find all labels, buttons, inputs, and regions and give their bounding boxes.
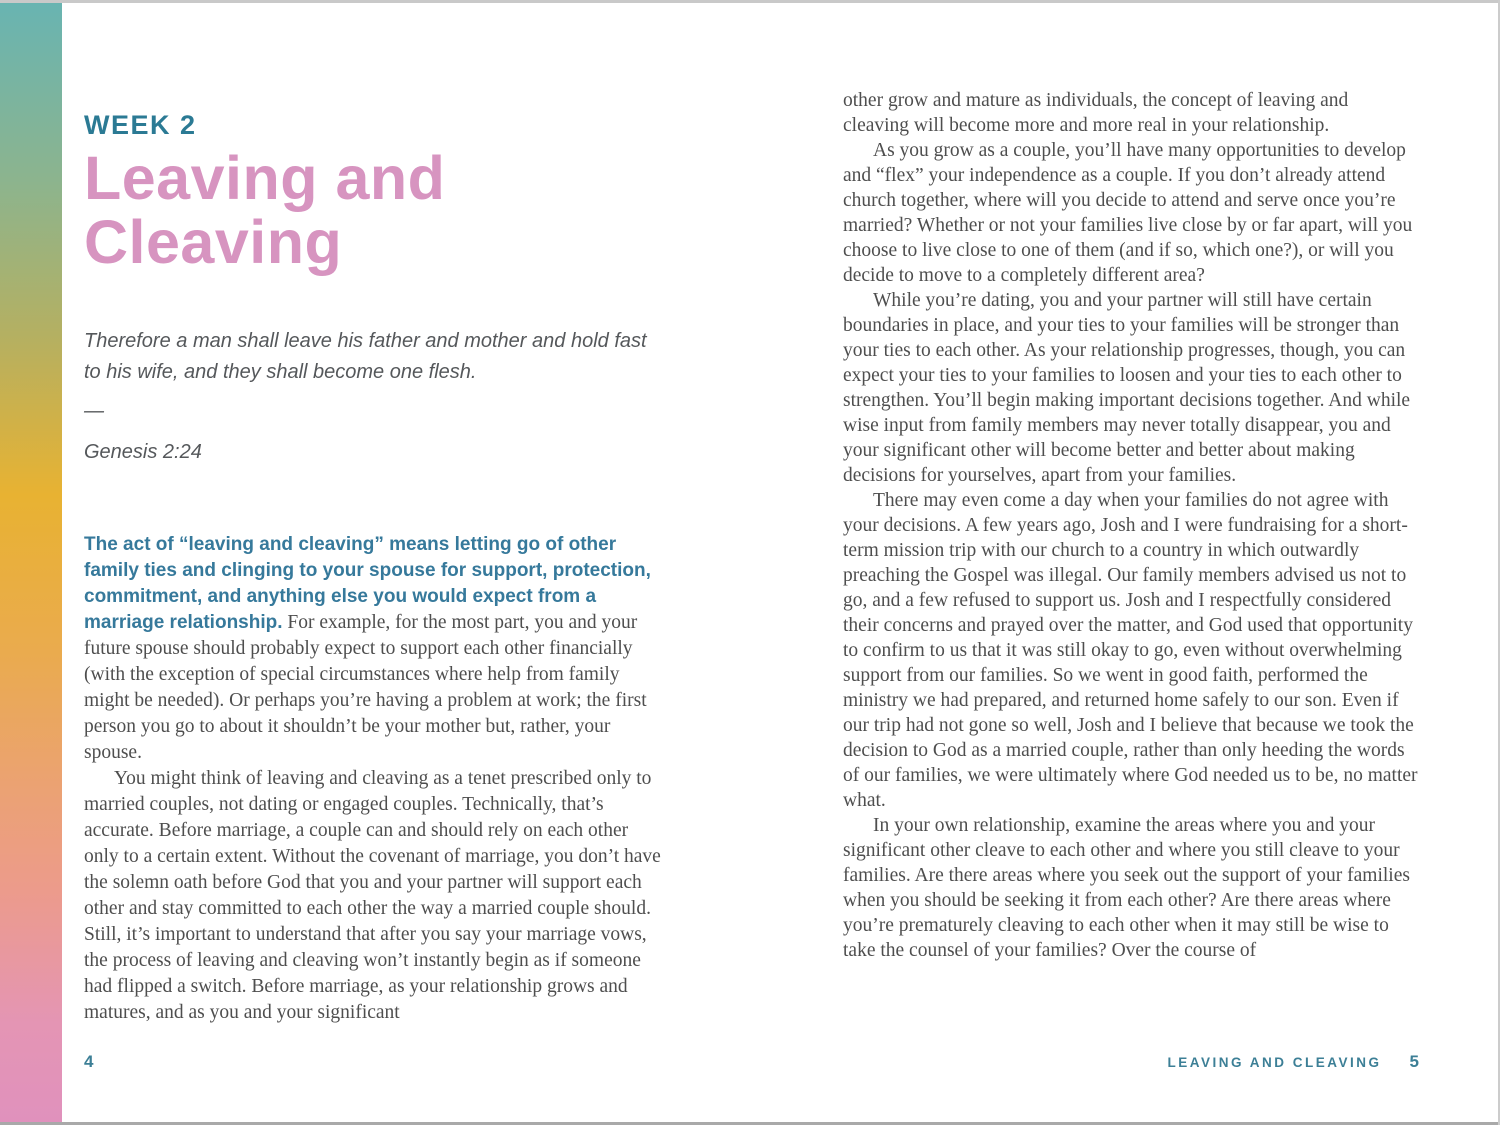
right-footer	[1168, 1052, 1419, 1072]
week-label: WEEK 2	[84, 110, 197, 140]
epigraph-verse: Therefore a man shall leave his father and mother and hold fast to his wife, and they shall become one flesh.	[84, 330, 647, 383]
right-body-text	[843, 88, 1419, 963]
lead-paragraph	[84, 532, 662, 766]
left-page	[84, 0, 662, 1125]
body-paragraph: As you grow as a couple, you’ll have many opportunities to develop and “flex” your independence as a couple. If you don’t already attend church together, where will you decide to attend and serve once you’re married? Whether or not your families live close by or far apart, will you choose to live close to one of them (and if so, which one?), or will you decide to move to a completely different area?	[843, 140, 1413, 286]
body-paragraph: other grow and mature as individuals, the concept of leaving and cleaving will become more and more real in your relationship.	[843, 90, 1349, 136]
body-paragraph: In your own relationship, examine the areas where you and your significant other cleave to each other and where you still cleave to your families. Are there areas where you seek out the support of your families when you should be seeking it from each other? Are there areas where you’re prematurely cleaving to each other when it may still be wise to take the counsel of your families? Over the course of	[843, 815, 1410, 961]
page-number-right: 5	[1409, 1052, 1419, 1071]
epigraph-attribution: Genesis 2:24	[84, 441, 202, 463]
page-number-left: 4	[84, 1052, 94, 1071]
chapter-title: Leaving and Cleaving	[84, 144, 446, 276]
gradient-spine	[0, 0, 62, 1125]
body-paragraph: While you’re dating, you and your partner will still have certain boundaries in place, and your ties to your families will be stronger than your ties to each other. As your relationship progresses, though, you can expect your ties to your families to loosen and your ties to each other to strengthen. You’ll begin making important decisions together. And while wise input from family members may never totally disappear, you and your significant other will become better and better about making decisions for yourselves, apart from your families.	[843, 290, 1411, 486]
lead-emphasis-text: The act of “leaving and cleaving” means letting go of other family ties and clinging to your spouse for support, protection, commitment, and anything else you would expect from a marriage relationship.	[84, 534, 651, 633]
running-title: LEAVING AND CLEAVING	[1167, 1055, 1382, 1070]
body-paragraph: You might think of leaving and cleaving as a tenet prescribed only to married couples, not dating or engaged couples. Technically, that’s accurate. Before marriage, a couple can and should rely on each other only to a certain extent. Without the covenant of marriage, you don’t have the solemn oath before God that you and your partner will support each other and stay committed to each other the way a married couple should. Still, it’s important to understand that after you say your marriage vows, the process of leaving and cleaving won’t instantly begin as if someone had flipped a switch. Before marriage, as your relationship grows and matures, and as you and your significant	[84, 768, 661, 1023]
right-page	[843, 0, 1419, 1125]
body-paragraph: There may even come a day when your families do not agree with your decisions. A few years ago, Josh and I were fundraising for a short-term mission trip with our church to a country in which outwardly preaching the Gospel was illegal. Our family members advised us not to go, and a few refused to support us. Josh and I respectfully considered their concerns and prayed over the matter, and God used that opportunity to confirm to us that it was still okay to go, even without overwhelming support from our families. So we went in good faith, performed the ministry we had prepared, and returned home safely to our son. Even if our trip had not gone so well, Josh and I believe that because we took the decision to God as a married couple, rather than only heeding the words of our families, we were ultimately where God needed us to be, no matter what.	[843, 490, 1418, 811]
left-body-text	[84, 532, 662, 1026]
epigraph-dash: —	[84, 400, 104, 422]
lead-rest-text: For example, for the most part, you and your future spouse should probably expect to support each other financially (with the exception of special circumstances where help from family might be needed). Or perhaps you’re having a problem at work; the first person you go to about it shouldn’t be your mother but, rather, your spouse.	[84, 612, 647, 763]
epigraph	[84, 326, 662, 468]
